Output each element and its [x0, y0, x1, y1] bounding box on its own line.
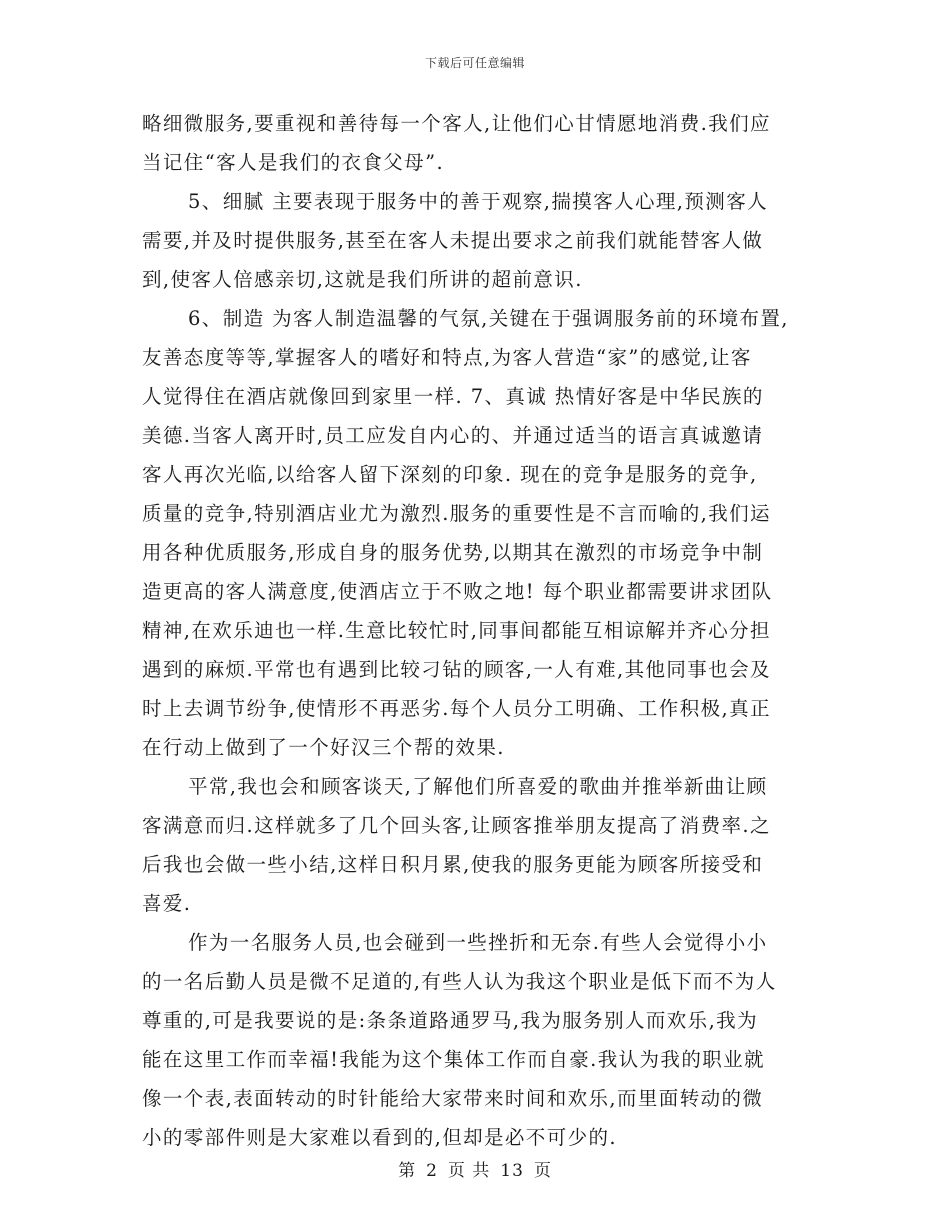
text-line: 能在这里工作而幸福!我能为这个集体工作而自豪.我认为我的职业就: [142, 1048, 765, 1071]
text-line: 在行动上做到了一个好汉三个帮的效果.: [142, 736, 505, 759]
text-line: 用各种优质服务,形成自身的服务优势,以期其在激烈的市场竞争中制: [142, 541, 764, 564]
text-line: 友善态度等等,掌握客人的嗜好和特点,为客人营造“家”的感觉,让客: [142, 346, 752, 369]
text-line: 精神,在欢乐迪也一样.生意比较忙时,同事间都能互相谅解并齐心分担: [142, 619, 771, 642]
text-line: 到,使客人倍感亲切,这就是我们所讲的超前意识.: [142, 268, 583, 291]
footer-suffix: 页: [533, 1161, 552, 1181]
page-number-total: 13: [500, 1161, 524, 1181]
text-line: 的一名后勤人员是微不足道的,有些人认为我这个职业是低下而不为人: [142, 970, 777, 993]
text-line: 像一个表,表面转动的时针能给大家带来时间和欢乐,而里面转动的微: [142, 1087, 764, 1110]
page-number-current: 2: [426, 1161, 438, 1181]
header-title: 下载后可任意编辑: [424, 56, 525, 70]
footer-middle: 页 共: [447, 1161, 491, 1181]
page-footer: [0, 1156, 950, 1181]
text-line: 遇到的麻烦.平常也有遇到比较刁钻的顾客,一人有难,其他同事也会及: [142, 658, 771, 681]
text-line: 当记住“客人是我们的衣食父母”.: [142, 151, 445, 174]
text-line: 时上去调节纷争,使情形不再恶劣.每个人员分工明确、工作积极,真正: [142, 697, 771, 720]
text-line: 后我也会做一些小结,这样日积月累,使我的服务更能为顾客所接受和: [142, 853, 764, 876]
text-line: 客满意而归.这样就多了几个回头客,让顾客推举朋友提高了消费率.之: [142, 814, 771, 837]
page-header: [0, 54, 950, 71]
text-line: 人觉得住在酒店就像回到家里一样. 7、真诚 热情好客是中华民族的: [142, 385, 764, 408]
text-line: 尊重的,可是我要说的是:条条道路通罗马,我为服务别人而欢乐,我为: [142, 1009, 758, 1032]
text-line: 美德.当客人离开时,员工应发自内心的、并通过适当的语言真诚邀请: [142, 424, 764, 447]
text-line: 客人再次光临,以给客人留下深刻的印象. 现在的竞争是服务的竞争,: [142, 463, 758, 486]
text-line: 作为一名服务人员,也会碰到一些挫折和无奈.有些人会觉得小小: [188, 931, 768, 954]
text-line: 略细微服务,要重视和善待每一个客人,让他们心甘情愿地消费.我们应: [142, 112, 771, 135]
text-line: 造更高的客人满意度,使酒店立于不败之地! 每个职业都需要讲求团队: [142, 580, 773, 603]
text-line: 需要,并及时提供服务,甚至在客人未提出要求之前我们就能替客人做: [142, 229, 764, 252]
text-line: 小的零部件则是大家难以看到的,但却是必不可少的.: [142, 1126, 617, 1149]
document-body: [142, 104, 822, 1157]
text-line: 喜爱.: [142, 892, 192, 915]
text-line: 平常,我也会和顾客谈天,了解他们所喜爱的歌曲并推举新曲让顾: [188, 775, 768, 798]
text-line: 6、制造 为客人制造温馨的气氛,关键在于强调服务前的环境布置,: [188, 307, 789, 330]
footer-prefix: 第: [398, 1161, 417, 1181]
text-line: 5、细腻 主要表现于服务中的善于观察,揣摸客人心理,预测客人: [188, 190, 769, 213]
text-line: 质量的竞争,特别酒店业尤为激烈.服务的重要性是不言而喻的,我们运: [142, 502, 771, 525]
